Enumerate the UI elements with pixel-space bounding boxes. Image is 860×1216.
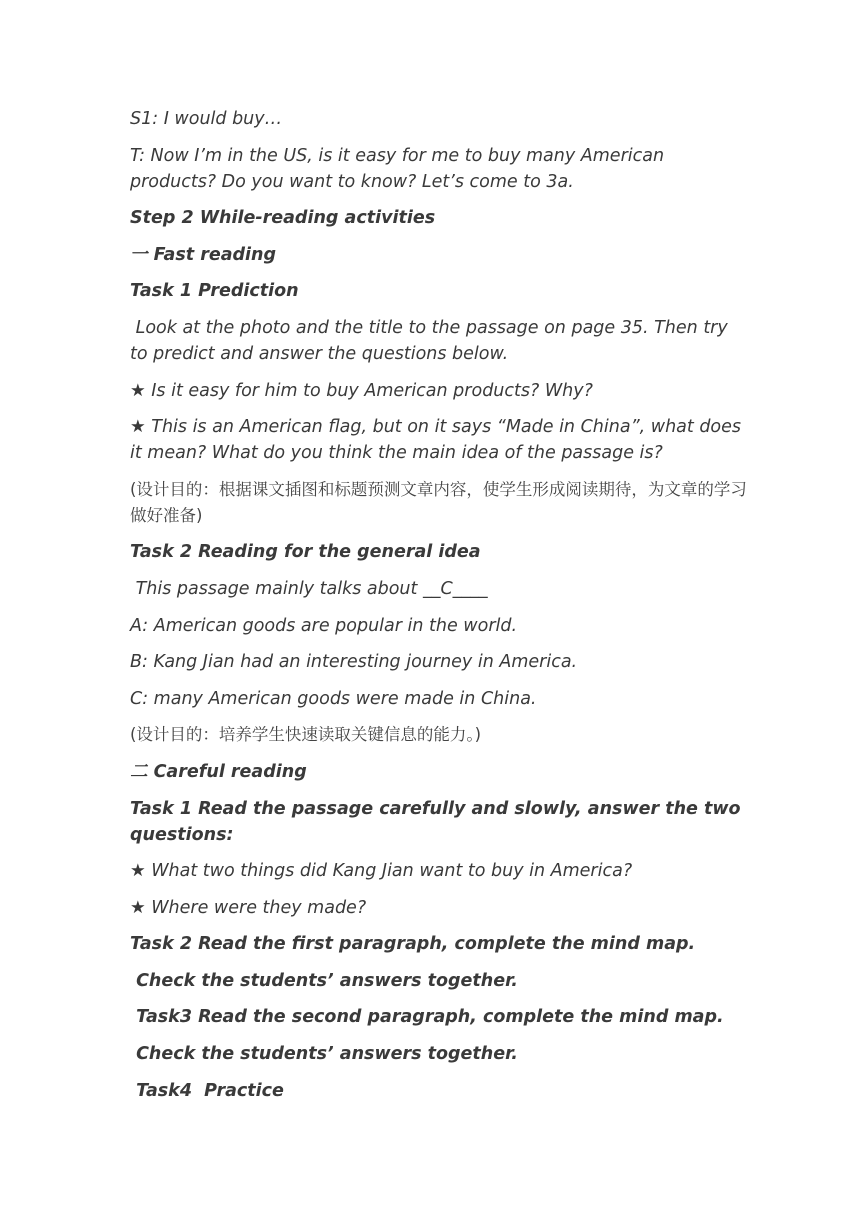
careful-reading-heading: 二 Careful reading bbox=[130, 761, 307, 782]
fast-reading-heading: 一 Fast reading bbox=[130, 244, 277, 265]
question-where-made: ★ Where were they made? bbox=[130, 897, 367, 918]
student-response-line: S1: I would buy… bbox=[130, 109, 283, 129]
document-page bbox=[130, 106, 750, 1114]
question-two-things: ★ What two things did Kang Jian want to buy in America? bbox=[130, 861, 633, 882]
question-easy-to-buy: ★ Is it easy for him to buy American products? Why? bbox=[130, 380, 593, 401]
task2-first-paragraph-heading: Task 2 Read the first paragraph, complete the mind map. bbox=[130, 934, 696, 955]
passage-mainly-blank: This passage mainly talks about __C____ bbox=[130, 578, 488, 599]
check-answers-line-2: Check the students’ answers together. bbox=[130, 1044, 518, 1065]
question-american-flag: ★ This is an American flag, but on it says “Made in China”, what does it mean? What do you think the main idea of the passage is? bbox=[130, 417, 747, 464]
option-b: B: Kang Jian had an interesting journey in America. bbox=[130, 652, 578, 673]
task3-second-paragraph-heading: Task3 Read the second paragraph, complete the mind map. bbox=[130, 1007, 724, 1028]
task1-prediction-heading: Task 1 Prediction bbox=[130, 281, 299, 302]
task1-careful-heading: Task 1 Read the passage carefully and slowly, answer the two questions: bbox=[130, 798, 747, 845]
task4-practice-heading: Task4 Practice bbox=[130, 1080, 284, 1101]
design-purpose-note-1: (设计目的：根据课文插图和标题预测文章内容，使学生形成阅读期待，为文章的学习做好准备) bbox=[130, 479, 747, 525]
teacher-question-paragraph: T: Now I’m in the US, is it easy for me to buy many American products? Do you want to know? Let’s come to 3a. bbox=[130, 145, 670, 192]
option-c: C: many American goods were made in China. bbox=[130, 688, 537, 709]
prediction-instructions: Look at the photo and the title to the passage on page 35. Then try to predict and answer the questions below. bbox=[130, 317, 734, 364]
design-purpose-note-2: (设计目的：培养学生快速读取关键信息的能力。) bbox=[130, 725, 482, 745]
check-answers-line-1: Check the students’ answers together. bbox=[130, 970, 518, 991]
task2-general-idea-heading: Task 2 Reading for the general idea bbox=[130, 542, 481, 563]
option-a: A: American goods are popular in the world. bbox=[130, 615, 518, 636]
step2-heading: Step 2 While-reading activities bbox=[130, 208, 436, 229]
